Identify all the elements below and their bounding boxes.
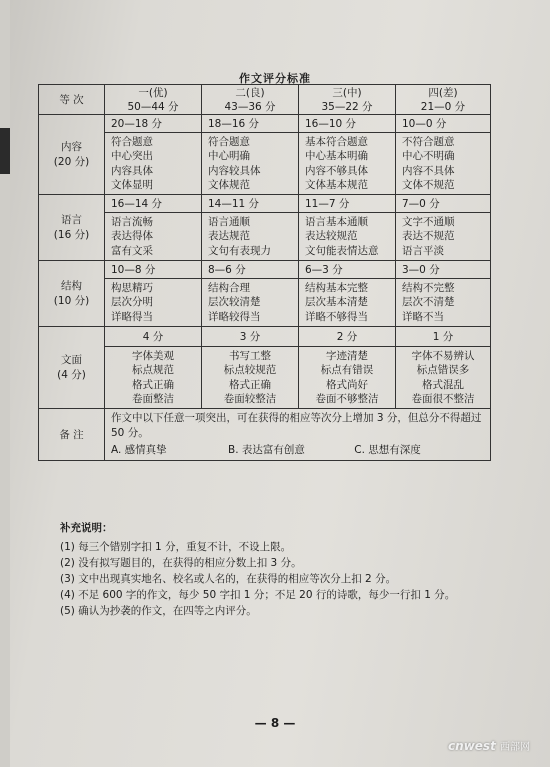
page-title: 作文评分标准: [239, 72, 311, 85]
table-cell: 16—10 分: [299, 115, 396, 133]
table-cell: 书写工整 标点较规范 格式正确 卷面较整洁: [202, 347, 299, 409]
remark-option-a: A. 感情真挚: [111, 444, 167, 456]
table-cell: 文字不通顺 表达不规范 语言平淡: [396, 213, 491, 261]
table-cell: 16—14 分: [105, 195, 202, 213]
remark-option-b: B. 表达富有创意: [228, 444, 305, 456]
language-desc-row: [39, 213, 491, 261]
table-cell: 结构合理 层次较清楚 详略较得当: [202, 279, 299, 327]
language-category: 语言 (16 分): [39, 195, 105, 261]
table-cell: 10—8 分: [105, 261, 202, 279]
table-cell: 不符合题意 中心不明确 内容不具体 文体不规范: [396, 133, 491, 195]
table-cell: 基本符合题意 中心基本明确 内容不够具体 文体基本规范: [299, 133, 396, 195]
surface-desc-row: [39, 347, 491, 409]
structure-desc-row: [39, 279, 491, 327]
remark-text: 作文中以下任意一项突出，可在获得的相应等次分上增加 3 分，但总分不得超过 50 分。: [111, 412, 482, 439]
content-score-row: [39, 115, 491, 133]
watermark-logo: [448, 738, 530, 753]
table-cell: 3 分: [202, 327, 299, 347]
note-line: (3) 文中出现真实地名、校名或人名的，在获得的相应等次分上扣 2 分。: [60, 573, 397, 585]
table-cell: 3—0 分: [396, 261, 491, 279]
header-level: 等 次: [39, 85, 105, 115]
table-cell: 结构基本完整 层次基本清楚 详略不够得当: [299, 279, 396, 327]
table-cell: 2 分: [299, 327, 396, 347]
table-cell: 4 分: [105, 327, 202, 347]
remark-row: [39, 409, 491, 461]
table-cell: 结构不完整 层次不清楚 详略不当: [396, 279, 491, 327]
remark-option-c: C. 思想有深度: [354, 444, 421, 456]
surface-score-row: [39, 327, 491, 347]
table-cell: 构思精巧 层次分明 详略得当: [105, 279, 202, 327]
table-cell: 8—6 分: [202, 261, 299, 279]
note-line: (1) 每三个错别字扣 1 分，重复不计，不设上限。: [60, 541, 292, 553]
table-cell: 18—16 分: [202, 115, 299, 133]
header-grade-4: 四(差) 21—0 分: [396, 85, 491, 115]
supplementary-notes: [60, 520, 520, 619]
watermark-brand: cnwest: [448, 739, 496, 753]
header-grade-2: 二(良) 43—36 分: [202, 85, 299, 115]
table-cell: 字体不易辨认 标点错误多 格式混乱 卷面很不整洁: [396, 347, 491, 409]
structure-score-row: [39, 261, 491, 279]
table-cell: 6—3 分: [299, 261, 396, 279]
table-cell: 7—0 分: [396, 195, 491, 213]
surface-category: 文面 (4 分): [39, 327, 105, 409]
table-cell: 20—18 分: [105, 115, 202, 133]
header-grade-3: 三(中) 35—22 分: [299, 85, 396, 115]
content-category: 内容 (20 分): [39, 115, 105, 195]
note-line: (4) 不足 600 字的作文，每少 50 字扣 1 分；不足 20 行的诗歌，每少一行扣 1 分。: [60, 589, 456, 601]
note-line: (2) 没有拟写题目的，在获得的相应分数上扣 3 分。: [60, 557, 302, 569]
content-desc-row: [39, 133, 491, 195]
table-cell: 14—11 分: [202, 195, 299, 213]
table-cell: 符合题意 中心明确 内容较具体 文体规范: [202, 133, 299, 195]
page-number: — 8 —: [254, 716, 296, 730]
scoring-table: [38, 84, 491, 461]
table-cell: 11—7 分: [299, 195, 396, 213]
binder-edge: [0, 128, 10, 174]
watermark-site: 西部网: [500, 742, 530, 753]
language-score-row: [39, 195, 491, 213]
table-cell: 1 分: [396, 327, 491, 347]
table-cell: 10—0 分: [396, 115, 491, 133]
table-cell: 符合题意 中心突出 内容具体 文体显明: [105, 133, 202, 195]
table-cell: 语言流畅 表达得体 富有文采: [105, 213, 202, 261]
remark-text-cell: [105, 409, 491, 461]
structure-category: 结构 (10 分): [39, 261, 105, 327]
header-row: [39, 85, 491, 115]
remark-label: 备 注: [39, 409, 105, 461]
table-cell: 语言基本通顺 表达较规范 文句能表情达意: [299, 213, 396, 261]
table-cell: 字迹清楚 标点有错误 格式尚好 卷面不够整洁: [299, 347, 396, 409]
table-cell: 语言通顺 表达规范 文句有表现力: [202, 213, 299, 261]
note-line: (5) 确认为抄袭的作文，在四等之内评分。: [60, 605, 257, 617]
header-grade-1: 一(优) 50—44 分: [105, 85, 202, 115]
notes-title: 补充说明：: [60, 522, 113, 534]
remark-options: [111, 443, 484, 458]
table-cell: 字体美观 标点规范 格式正确 卷面整洁: [105, 347, 202, 409]
